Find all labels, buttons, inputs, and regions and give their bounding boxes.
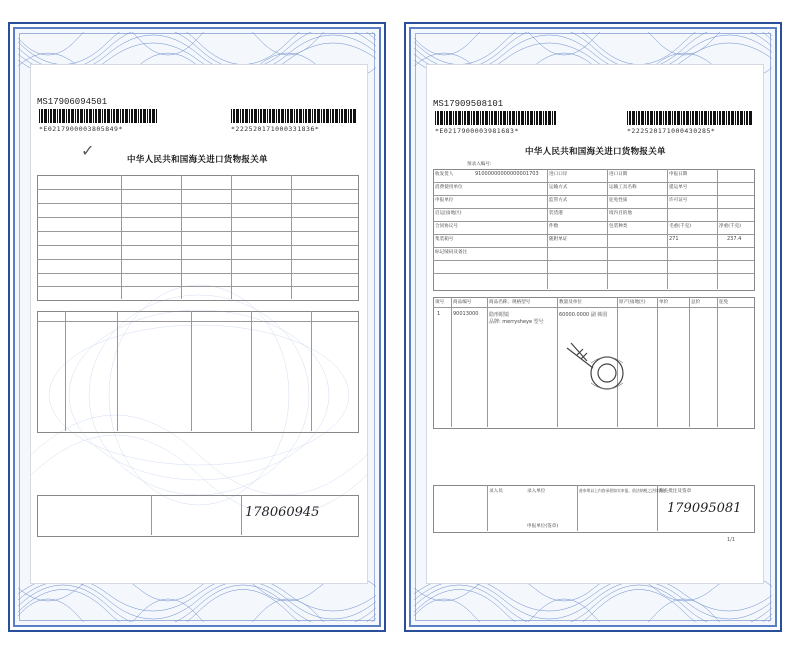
port-of-loading-label: 装货港	[549, 211, 563, 216]
right-declaration-page	[404, 22, 782, 632]
net-weight-value: 237.4	[727, 236, 742, 242]
right-barcode-2-text: *222520171000430285*	[627, 127, 716, 135]
tax-nature-label: 征免性质	[609, 198, 628, 203]
consignee-label: 收发货人	[435, 172, 454, 177]
left-barcode-2-text: *222520171000331836*	[231, 125, 320, 133]
consignee-value: 91000000000000001703	[475, 171, 539, 177]
item1-qty: 60000.0000 副 韩国	[559, 312, 608, 318]
declare-unit-seal-label: 申报单位(签章)	[527, 524, 559, 529]
entry-no-label: 预录入编号:	[467, 162, 492, 167]
gross-weight-label: 毛重(千克)	[669, 224, 691, 229]
entry-unit-label: 录入单位	[527, 489, 546, 494]
item1-no: 1	[437, 311, 441, 317]
right-form-sheet	[426, 64, 764, 584]
packages-label: 件数	[549, 224, 559, 229]
right-barcode-2	[627, 111, 755, 125]
unit-price-header: 单价	[659, 300, 669, 305]
supervision-label: 监管方式	[549, 198, 568, 203]
left-declaration-page	[8, 22, 386, 632]
country-header: 原产国(地区)	[619, 300, 646, 305]
quantity-unit-header: 数量及单位	[559, 300, 582, 305]
declare-statement: 兹申明以上内容承担如实申报、依法纳税之法律责任	[579, 488, 667, 493]
import-date-label: 进口日期	[609, 172, 628, 177]
tax-header: 征免	[719, 300, 729, 305]
left-barcode-1	[39, 109, 159, 123]
contract-no-label: 合同协议号	[435, 224, 458, 229]
right-form-title: 中华人民共和国海关进口货物报关单	[525, 147, 666, 157]
origin-country-label: 启运国(地区)	[435, 211, 462, 216]
bill-no-label: 提运单号	[669, 185, 688, 190]
left-header-grid	[37, 175, 359, 301]
import-port-label: 进口口岸	[549, 172, 568, 177]
declare-date-label: 申报日期	[669, 172, 688, 177]
left-handwritten-number: 178060945	[245, 505, 320, 520]
right-barcode-1	[435, 111, 557, 125]
hs-code-header: 商品编号	[453, 300, 472, 305]
declarant-person-label: 录入员	[489, 489, 503, 494]
item1-brand: 品牌: merrysheye 型号	[489, 319, 544, 325]
consumer-label: 消费使用单位	[435, 185, 463, 190]
marks-label: 标记唛码及备注	[435, 250, 468, 255]
transport-label: 运输方式	[549, 185, 568, 190]
left-barcode-1-text: *E0217900003805849*	[39, 125, 123, 133]
container-no-label: 集装箱号	[435, 237, 454, 242]
item-no-header: 项号	[435, 300, 445, 305]
page-number: 1/1	[727, 537, 736, 543]
docs-label: 随附单证	[549, 237, 568, 242]
package-type-label: 包装种类	[609, 224, 628, 229]
item1-code: 90013000	[453, 311, 479, 317]
left-ms-number: MS17906094501	[37, 97, 108, 107]
total-price-header: 总价	[691, 300, 701, 305]
right-handwritten-number: 179095081	[667, 501, 742, 516]
right-barcode-1-text: *E0217900003981683*	[435, 127, 519, 135]
left-check-mark-icon: ✓	[81, 141, 95, 160]
domestic-dest-label: 境内目的地	[609, 211, 632, 216]
transport-tool-label: 运输工具名称	[609, 185, 637, 190]
gross-weight-value: 271	[669, 236, 679, 242]
right-ms-number: MS17909508101	[433, 99, 504, 109]
left-form-title: 中华人民共和国海关进口货物报关单	[127, 155, 268, 165]
declarant-label: 申报单位	[435, 198, 454, 203]
left-form-sheet	[30, 64, 368, 584]
customs-seal-stamp	[557, 333, 637, 403]
item1-name: 隐形眼镜	[489, 312, 510, 318]
license-label: 许可证号	[669, 198, 688, 203]
left-barcode-2	[231, 109, 359, 123]
net-weight-label: 净重(千克)	[719, 224, 741, 229]
customs-note-label: 海关批注及签章	[659, 489, 692, 494]
goods-name-header: 商品名称、规格型号	[489, 300, 531, 305]
